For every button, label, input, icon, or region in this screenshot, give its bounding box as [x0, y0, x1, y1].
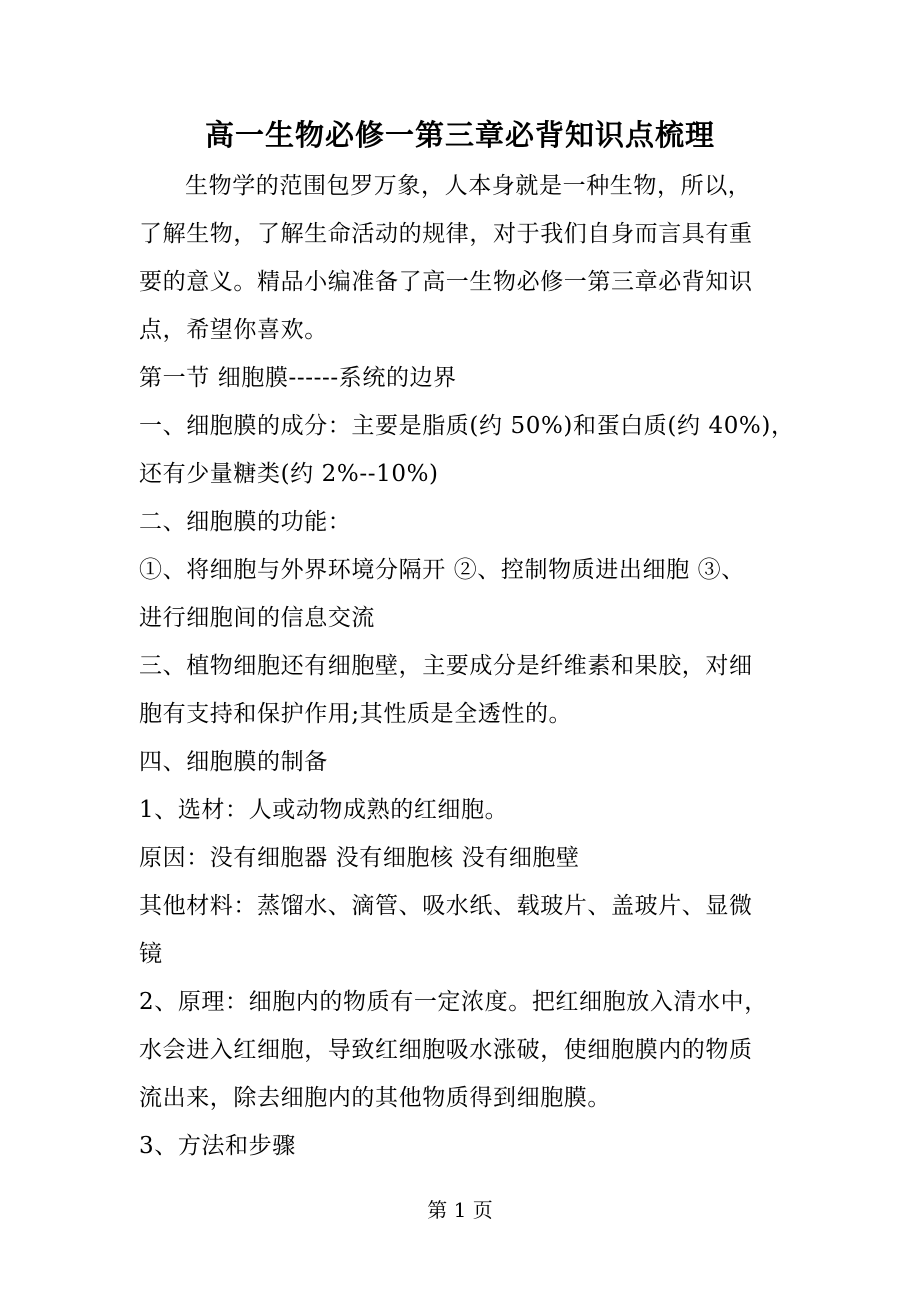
body-line-6: 一、细胞膜的成分：主要是脂质(约 50%)和蛋白质(约 40%)，	[139, 413, 795, 439]
body-line-15: 原因：没有细胞器 没有细胞核 没有细胞壁	[139, 845, 580, 871]
body-line-21: 3、方法和步骤	[139, 1133, 296, 1159]
body-line-11: 三、植物细胞还有细胞壁，主要成分是纤维素和果胶，对细	[139, 653, 753, 679]
section-heading-1: 第一节 细胞膜------系统的边界	[139, 365, 457, 391]
body-line-10: 进行细胞间的信息交流	[139, 605, 375, 631]
body-line-17: 镜	[139, 941, 163, 967]
body-line-16: 其他材料：蒸馏水、滴管、吸水纸、载玻片、盖玻片、显微	[139, 893, 753, 919]
body-line-3: 要的意义。精品小编准备了高一生物必修一第三章必背知识	[139, 269, 753, 295]
body-line-20: 流出来，除去细胞内的其他物质得到细胞膜。	[139, 1085, 611, 1111]
body-line-1: 生物学的范围包罗万象，人本身就是一种生物，所以，	[185, 173, 752, 199]
body-line-18: 2、原理：细胞内的物质有一定浓度。把红细胞放入清水中，	[139, 989, 768, 1015]
document-body	[139, 162, 795, 1170]
page-number-footer: 第 1 页	[427, 1198, 493, 1222]
body-line-7: 还有少量糖类(约 2%--10%)	[139, 461, 439, 487]
document-title: 高一生物必修一第三章必背知识点梳理	[204, 118, 715, 152]
body-line-13: 四、细胞膜的制备	[139, 749, 328, 775]
body-line-9: ①、将细胞与外界环境分隔开 ②、控制物质进出细胞 ③、	[139, 557, 745, 583]
body-line-4: 点，希望你喜欢。	[139, 317, 328, 343]
body-line-14: 1、选材：人或动物成熟的红细胞。	[139, 797, 509, 823]
body-line-19: 水会进入红细胞，导致红细胞吸水涨破，使细胞膜内的物质	[139, 1037, 753, 1063]
body-line-12: 胞有支持和保护作用;其性质是全透性的。	[139, 701, 573, 727]
body-line-2: 了解生物，了解生命活动的规律，对于我们自身而言具有重	[139, 221, 753, 247]
body-line-8: 二、细胞膜的功能：	[139, 509, 352, 535]
